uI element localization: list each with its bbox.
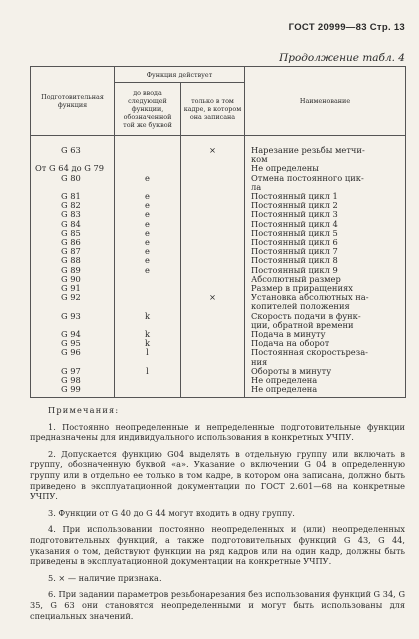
table-row: [31, 293, 406, 302]
only-in-block-mark: [181, 330, 245, 339]
column-header-name: Наименование: [245, 67, 406, 136]
table-row: [31, 339, 406, 348]
function-code: G 81: [31, 192, 115, 201]
until-next-mark: e: [115, 192, 181, 201]
function-name: Нарезание резьбы метчи-: [245, 136, 406, 156]
table-row: [31, 174, 406, 183]
function-code: G 99: [31, 385, 115, 398]
only-in-block-mark: [181, 247, 245, 256]
only-in-block-mark: [181, 284, 245, 293]
until-next-mark: [115, 136, 181, 156]
only-in-block-mark: [181, 358, 245, 367]
only-in-block-mark: [181, 321, 245, 330]
only-in-block-mark: [181, 183, 245, 192]
table-row: [31, 376, 406, 385]
table-row: [31, 229, 406, 238]
function-name: Постоянный цикл 1: [245, 192, 406, 201]
until-next-mark: k: [115, 339, 181, 348]
column-header-code: Подготовительная функция: [31, 67, 115, 136]
table-row: [31, 321, 406, 330]
note-item: 4. При использовании постоянно неопределенных и (или) неопределенных подготовительных функций, а также подготовительных функций G 43, G 44, указания о том, действуют функции на ряд кадров или на один кадр, должны быть приведены в эксплуатационной документации на конкретные УЧПУ.: [30, 524, 405, 567]
table-row: [31, 266, 406, 275]
standard-number: ГОСТ 20999—83: [288, 22, 367, 33]
table-row: [31, 136, 406, 156]
only-in-block-mark: [181, 220, 245, 229]
function-name: Постоянный цикл 2: [245, 201, 406, 210]
function-code: [31, 321, 115, 330]
function-name: ла: [245, 183, 406, 192]
table-row: [31, 367, 406, 376]
function-code: G 96: [31, 348, 115, 357]
function-name: Обороты в минуту: [245, 367, 406, 376]
until-next-mark: [115, 155, 181, 164]
function-name: Размер в приращениях: [245, 284, 406, 293]
table-row: [31, 275, 406, 284]
function-name: ции, обратной времени: [245, 321, 406, 330]
only-in-block-mark: [181, 266, 245, 275]
function-code: [31, 155, 115, 164]
table-row: [31, 256, 406, 265]
until-next-mark: [115, 385, 181, 398]
until-next-mark: l: [115, 348, 181, 357]
only-in-block-mark: [181, 164, 245, 173]
function-code: G 88: [31, 256, 115, 265]
only-in-block-mark: ×: [181, 293, 245, 302]
function-name: Установка абсолютных на-: [245, 293, 406, 302]
until-next-mark: k: [115, 312, 181, 321]
column-header-only-block: только в том кадре, в котором она записана: [181, 83, 245, 136]
table-row: [31, 220, 406, 229]
until-next-mark: [115, 164, 181, 173]
until-next-mark: e: [115, 201, 181, 210]
only-in-block-mark: [181, 367, 245, 376]
only-in-block-mark: [181, 192, 245, 201]
only-in-block-mark: [181, 210, 245, 219]
until-next-mark: [115, 321, 181, 330]
note-item: 6. При задании параметров резьбонарезания без использования функций G 34, G 35, G 63 они становятся неопределенными и могут быть использованы для специальных значений.: [30, 589, 405, 621]
function-name: Постоянный цикл 3: [245, 210, 406, 219]
table-row: [31, 210, 406, 219]
note-item: 5. × — наличие признака.: [48, 572, 162, 583]
function-code: [31, 183, 115, 192]
function-code: G 80: [31, 174, 115, 183]
note-item: 2. Допускается функцию G04 выделять в отдельную группу или включать в группу, обозначенную буквой «a». Указание о включении G 04 в определенную группу или в отдельно ее только в том кадре, в котором она записана, должно быть приведено в эксплуатационной документации по ГОСТ 2.601—68 на конкретные УЧПУ.: [30, 448, 405, 502]
function-name: Постоянный цикл 7: [245, 247, 406, 256]
until-next-mark: [115, 275, 181, 284]
until-next-mark: e: [115, 256, 181, 265]
until-next-mark: e: [115, 210, 181, 219]
function-code: G 63: [31, 136, 115, 156]
function-code: G 92: [31, 293, 115, 302]
function-name: Постоянный цикл 5: [245, 229, 406, 238]
table-continuation-label: Продолжение табл. 4: [279, 52, 405, 64]
until-next-mark: [115, 284, 181, 293]
table-row: [31, 155, 406, 164]
until-next-mark: e: [115, 266, 181, 275]
function-name: ния: [245, 358, 406, 367]
function-name: Не определена: [245, 385, 406, 398]
table-row: [31, 238, 406, 247]
function-name: Скорость подачи в функ-: [245, 312, 406, 321]
function-code: G 94: [31, 330, 115, 339]
column-header-until-next: до ввода следующей функции, обозначенной той же буквой: [115, 83, 181, 136]
table-row: [31, 302, 406, 311]
only-in-block-mark: [181, 312, 245, 321]
until-next-mark: e: [115, 220, 181, 229]
function-name: Постоянный цикл 9: [245, 266, 406, 275]
only-in-block-mark: [181, 275, 245, 284]
function-name: Постоянный цикл 8: [245, 256, 406, 265]
note-item: 3. Функции от G 40 до G 44 могут входить в одну группу.: [48, 507, 295, 518]
function-code: [31, 302, 115, 311]
only-in-block-mark: [181, 201, 245, 210]
function-code: G 83: [31, 210, 115, 219]
function-code: G 85: [31, 229, 115, 238]
function-code: G 82: [31, 201, 115, 210]
notes-title: Примечания:: [48, 405, 120, 415]
table-row: [31, 192, 406, 201]
table-row: [31, 358, 406, 367]
table-row: [31, 164, 406, 173]
function-code: G 91: [31, 284, 115, 293]
function-name: копителей положения: [245, 302, 406, 311]
until-next-mark: k: [115, 330, 181, 339]
until-next-mark: [115, 183, 181, 192]
table-row: [31, 312, 406, 321]
table-row: [31, 348, 406, 357]
table-row: [31, 385, 406, 398]
function-name: Не определена: [245, 376, 406, 385]
only-in-block-mark: [181, 238, 245, 247]
function-code: G 98: [31, 376, 115, 385]
only-in-block-mark: [181, 229, 245, 238]
function-code: G 87: [31, 247, 115, 256]
table-row: [31, 247, 406, 256]
only-in-block-mark: [181, 385, 245, 398]
function-code: G 89: [31, 266, 115, 275]
until-next-mark: e: [115, 247, 181, 256]
page-number: Стр. 13: [369, 22, 405, 33]
function-name: Постоянная скоростьреза-: [245, 348, 406, 357]
function-code: G 93: [31, 312, 115, 321]
function-code: G 84: [31, 220, 115, 229]
functions-table: [30, 66, 406, 398]
function-code: G 90: [31, 275, 115, 284]
function-name: Не определены: [245, 164, 406, 173]
function-code: G 95: [31, 339, 115, 348]
function-code: [31, 358, 115, 367]
function-code: От G 64 до G 79: [31, 164, 115, 173]
function-name: Подача в минуту: [245, 330, 406, 339]
until-next-mark: [115, 293, 181, 302]
function-code: G 86: [31, 238, 115, 247]
function-name: Абсолютный размер: [245, 275, 406, 284]
table-row: [31, 284, 406, 293]
until-next-mark: [115, 358, 181, 367]
function-name: Постоянный цикл 4: [245, 220, 406, 229]
table-row: [31, 183, 406, 192]
only-in-block-mark: [181, 174, 245, 183]
function-name: Постоянный цикл 6: [245, 238, 406, 247]
only-in-block-mark: [181, 155, 245, 164]
function-name: Подача на оборот: [245, 339, 406, 348]
only-in-block-mark: [181, 376, 245, 385]
only-in-block-mark: [181, 302, 245, 311]
function-name: Отмена постоянного цик-: [245, 174, 406, 183]
only-in-block-mark: [181, 256, 245, 265]
table-row: [31, 330, 406, 339]
only-in-block-mark: ×: [181, 136, 245, 156]
function-code: G 97: [31, 367, 115, 376]
function-name: ком: [245, 155, 406, 164]
only-in-block-mark: [181, 348, 245, 357]
until-next-mark: e: [115, 238, 181, 247]
table-row: [31, 201, 406, 210]
until-next-mark: l: [115, 367, 181, 376]
until-next-mark: [115, 302, 181, 311]
column-header-action: Функция действует: [115, 67, 245, 83]
until-next-mark: e: [115, 174, 181, 183]
note-item: 1. Постоянно неопределенные и непределенные подготовительные функции предназначены для индивидуального использования в конкретных УЧПУ.: [30, 421, 405, 443]
page-header: [289, 22, 405, 33]
until-next-mark: e: [115, 229, 181, 238]
only-in-block-mark: [181, 339, 245, 348]
until-next-mark: [115, 376, 181, 385]
notes-section: [30, 405, 405, 627]
